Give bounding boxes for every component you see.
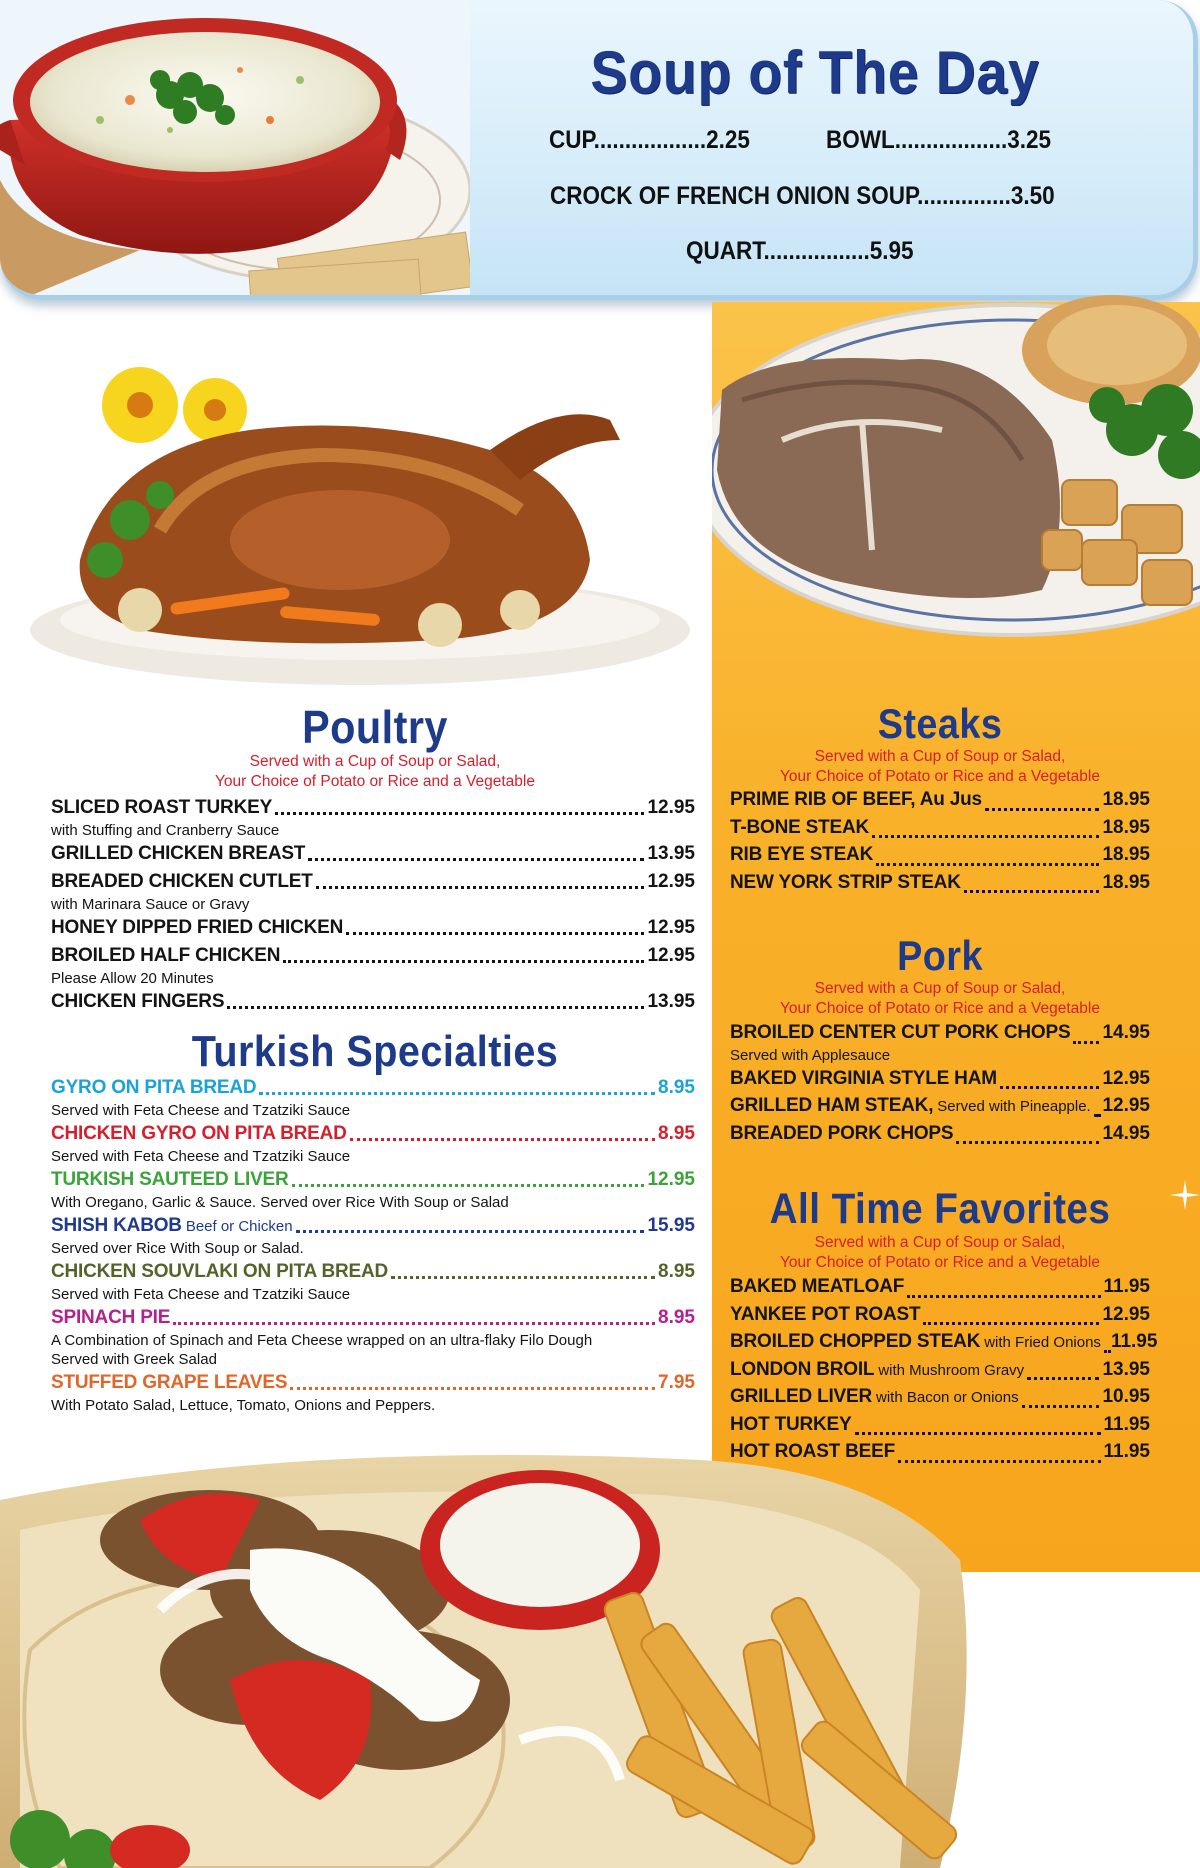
menu-item xyxy=(730,789,1150,817)
serve-note-line-2: Your Choice of Potato or Rice and a Vegetable xyxy=(780,1254,1100,1271)
pork-list xyxy=(730,1022,1150,1150)
menu-item xyxy=(51,1169,695,1193)
menu-item xyxy=(730,872,1150,900)
menu-item xyxy=(730,1359,1150,1387)
serve-note-line-1: Served with a Cup of Soup or Salad, xyxy=(814,748,1066,765)
gyro-plate-image xyxy=(0,1440,1200,1868)
item-name-sub: with Mushroom Gravy xyxy=(878,1361,1025,1379)
menu-item xyxy=(51,843,695,867)
menu-item xyxy=(51,1123,695,1147)
steaks-title: Steaks xyxy=(877,700,1003,747)
item-price: 11.95 xyxy=(1103,1276,1150,1297)
soup-banner xyxy=(0,0,1198,300)
item-name: SLICED ROAST TURKEY xyxy=(51,797,273,818)
item-price: 18.95 xyxy=(1102,871,1150,893)
menu-item xyxy=(730,1276,1150,1304)
item-name: BREADED PORK CHOPS xyxy=(730,1122,954,1144)
item-price: 8.95 xyxy=(658,1077,695,1098)
item-name-sub: Served with Pineapple. xyxy=(937,1098,1091,1115)
item-name: BROILED HALF CHICKEN xyxy=(51,945,281,966)
item-price: 18.95 xyxy=(1102,789,1150,810)
item-price: 8.95 xyxy=(658,1307,695,1328)
item-description: Please Allow 20 Minutes xyxy=(51,970,214,987)
item-name: SPINACH PIE xyxy=(51,1307,171,1328)
item-name: YANKEE POT ROAST xyxy=(730,1303,921,1325)
soup-bowl-image xyxy=(0,0,470,300)
item-name: NEW YORK STRIP STEAK xyxy=(730,871,961,893)
menu-item xyxy=(51,1307,695,1331)
sparkle-icon xyxy=(1170,1180,1200,1210)
soup-bowl-price: BOWL..................3.25 xyxy=(826,126,1052,154)
menu-item xyxy=(51,871,695,895)
menu-item xyxy=(51,991,695,1015)
item-price: 10.95 xyxy=(1102,1386,1150,1407)
item-price: 12.95 xyxy=(647,945,695,966)
poultry-title: Poultry xyxy=(302,701,448,753)
menu-item xyxy=(730,1304,1150,1332)
item-name: T-BONE STEAK xyxy=(730,816,870,838)
steaks-serve-note xyxy=(730,747,1150,787)
item-description: With Potato Salad, Lettuce, Tomato, Onions and Peppers. xyxy=(51,1397,436,1414)
serve-note-line-2: Your Choice of Potato or Rice and a Vegetable xyxy=(780,1000,1100,1017)
item-name: RIB EYE STEAK xyxy=(730,844,874,865)
menu-item xyxy=(51,1215,695,1239)
serve-note-line-1: Served with a Cup of Soup or Salad, xyxy=(249,753,501,770)
item-name: HOT TURKEY xyxy=(730,1413,852,1435)
menu-item xyxy=(51,917,695,941)
item-price: 11.95 xyxy=(1103,1441,1150,1462)
item-name: SHISH KABOB xyxy=(51,1215,182,1236)
item-price: 11.95 xyxy=(1110,1331,1158,1352)
item-name: BAKED VIRGINIA STYLE HAM xyxy=(730,1067,997,1089)
item-name: TURKISH SAUTEED LIVER xyxy=(51,1169,289,1190)
soup-title: Soup of The Day xyxy=(590,39,1040,106)
item-name: CHICKEN GYRO ON PITA BREAD xyxy=(51,1123,347,1144)
menu-item xyxy=(730,1331,1158,1359)
item-description: A Combination of Spinach and Feta Cheese wrapped on an ultra-flaky Filo Dough xyxy=(51,1332,593,1349)
menu-item xyxy=(730,1386,1150,1414)
item-name: BROILED CHOPPED STEAK xyxy=(730,1331,981,1352)
item-price: 8.95 xyxy=(658,1261,695,1282)
item-name: STUFFED GRAPE LEAVES xyxy=(51,1372,288,1393)
serve-note-line-2: Your Choice of Potato or Rice and a Vegetable xyxy=(780,768,1100,785)
item-name-sub: with Fried Onions xyxy=(984,1334,1101,1351)
soup-quart-price: QUART.................5.95 xyxy=(686,237,914,265)
item-price: 12.95 xyxy=(647,917,695,938)
item-price: 12.95 xyxy=(1102,1067,1150,1089)
item-name: HOT ROAST BEEF xyxy=(730,1441,896,1462)
item-description: Served with Feta Cheese and Tzatziki Sauce xyxy=(51,1286,351,1303)
item-price: 12.95 xyxy=(647,1169,695,1190)
item-description: With Oregano, Garlic & Sauce. Served over Rice With Soup or Salad xyxy=(51,1194,509,1211)
menu-item xyxy=(51,945,695,969)
item-name: GYRO ON PITA BREAD xyxy=(51,1077,257,1098)
item-price: 12.95 xyxy=(647,797,695,818)
item-name: PRIME RIB OF BEEF, Au Jus xyxy=(730,789,982,810)
steaks-list xyxy=(730,789,1150,899)
item-name-sub: Beef or Chicken xyxy=(185,1218,293,1235)
item-price: 18.95 xyxy=(1102,844,1150,865)
item-description: Served over Rice With Soup or Salad. xyxy=(51,1240,304,1257)
item-description-2: Served with Greek Salad xyxy=(51,1351,217,1368)
menu-item xyxy=(51,797,695,821)
item-description: with Marinara Sauce or Gravy xyxy=(51,896,250,913)
menu-item xyxy=(730,844,1150,872)
poultry-list xyxy=(51,797,695,1015)
soup-crock-price: CROCK OF FRENCH ONION SOUP...............3.50 xyxy=(550,182,1055,210)
item-description: Served with Feta Cheese and Tzatziki Sauce xyxy=(51,1102,351,1119)
item-name: BAKED MEATLOAF xyxy=(730,1276,905,1297)
menu-item xyxy=(730,1123,1150,1151)
item-price: 12.95 xyxy=(1102,1303,1150,1325)
item-name: GRILLED HAM STEAK, xyxy=(730,1095,934,1116)
serve-note-line-2: Your Choice of Potato or Rice and a Vegetable xyxy=(215,773,535,790)
item-name: CHICKEN SOUVLAKI ON PITA BREAD xyxy=(51,1261,389,1282)
item-price: 18.95 xyxy=(1102,816,1150,838)
item-price: 8.95 xyxy=(658,1123,695,1144)
menu-item xyxy=(730,817,1150,845)
menu-item xyxy=(730,1068,1150,1096)
item-name: CHICKEN FINGERS xyxy=(51,991,225,1012)
item-price: 7.95 xyxy=(658,1372,695,1393)
item-name: LONDON BROIL xyxy=(730,1358,875,1380)
item-name: BROILED CENTER CUT PORK CHOPS xyxy=(730,1022,1071,1043)
item-name: HONEY DIPPED FRIED CHICKEN xyxy=(51,917,344,938)
item-name: GRILLED LIVER xyxy=(730,1386,873,1407)
soup-cup-price: CUP..................2.25 xyxy=(549,126,750,154)
item-name: GRILLED CHICKEN BREAST xyxy=(51,843,306,864)
item-price: 11.95 xyxy=(1103,1413,1150,1435)
item-name-sub: with Bacon or Onions xyxy=(876,1389,1019,1406)
item-price: 12.95 xyxy=(647,871,695,892)
item-price: 12.95 xyxy=(1102,1095,1150,1116)
item-price: 14.95 xyxy=(1102,1022,1150,1043)
menu-item xyxy=(51,1261,695,1285)
turkish-list xyxy=(51,1077,695,1418)
poultry-serve-note xyxy=(150,752,600,792)
pork-serve-note xyxy=(730,979,1150,1019)
turkish-title: Turkish Specialties xyxy=(191,1027,559,1076)
item-price: 14.95 xyxy=(1102,1122,1150,1144)
serve-note-line-1: Served with a Cup of Soup or Salad, xyxy=(814,980,1066,997)
item-description: Served with Feta Cheese and Tzatziki Sauce xyxy=(51,1148,351,1165)
favorites-serve-note xyxy=(730,1233,1150,1273)
item-description: with Stuffing and Cranberry Sauce xyxy=(51,822,280,839)
pork-title: Pork xyxy=(897,932,983,979)
item-name: BREADED CHICKEN CUTLET xyxy=(51,871,313,892)
item-price: 15.95 xyxy=(647,1215,695,1236)
steak-plate-image xyxy=(712,290,1200,660)
serve-note-line-1: Served with a Cup of Soup or Salad, xyxy=(814,1234,1066,1251)
item-price: 13.95 xyxy=(647,991,695,1012)
menu-item xyxy=(51,1077,695,1101)
roast-chicken-image xyxy=(20,360,710,700)
item-description: Served with Applesauce xyxy=(730,1046,891,1064)
item-price: 13.95 xyxy=(1102,1358,1150,1380)
menu-item xyxy=(51,1372,695,1396)
favorites-title: All Time Favorites xyxy=(769,1185,1111,1233)
item-price: 13.95 xyxy=(647,843,695,864)
menu-item xyxy=(730,1095,1150,1123)
menu-item xyxy=(730,1414,1150,1442)
